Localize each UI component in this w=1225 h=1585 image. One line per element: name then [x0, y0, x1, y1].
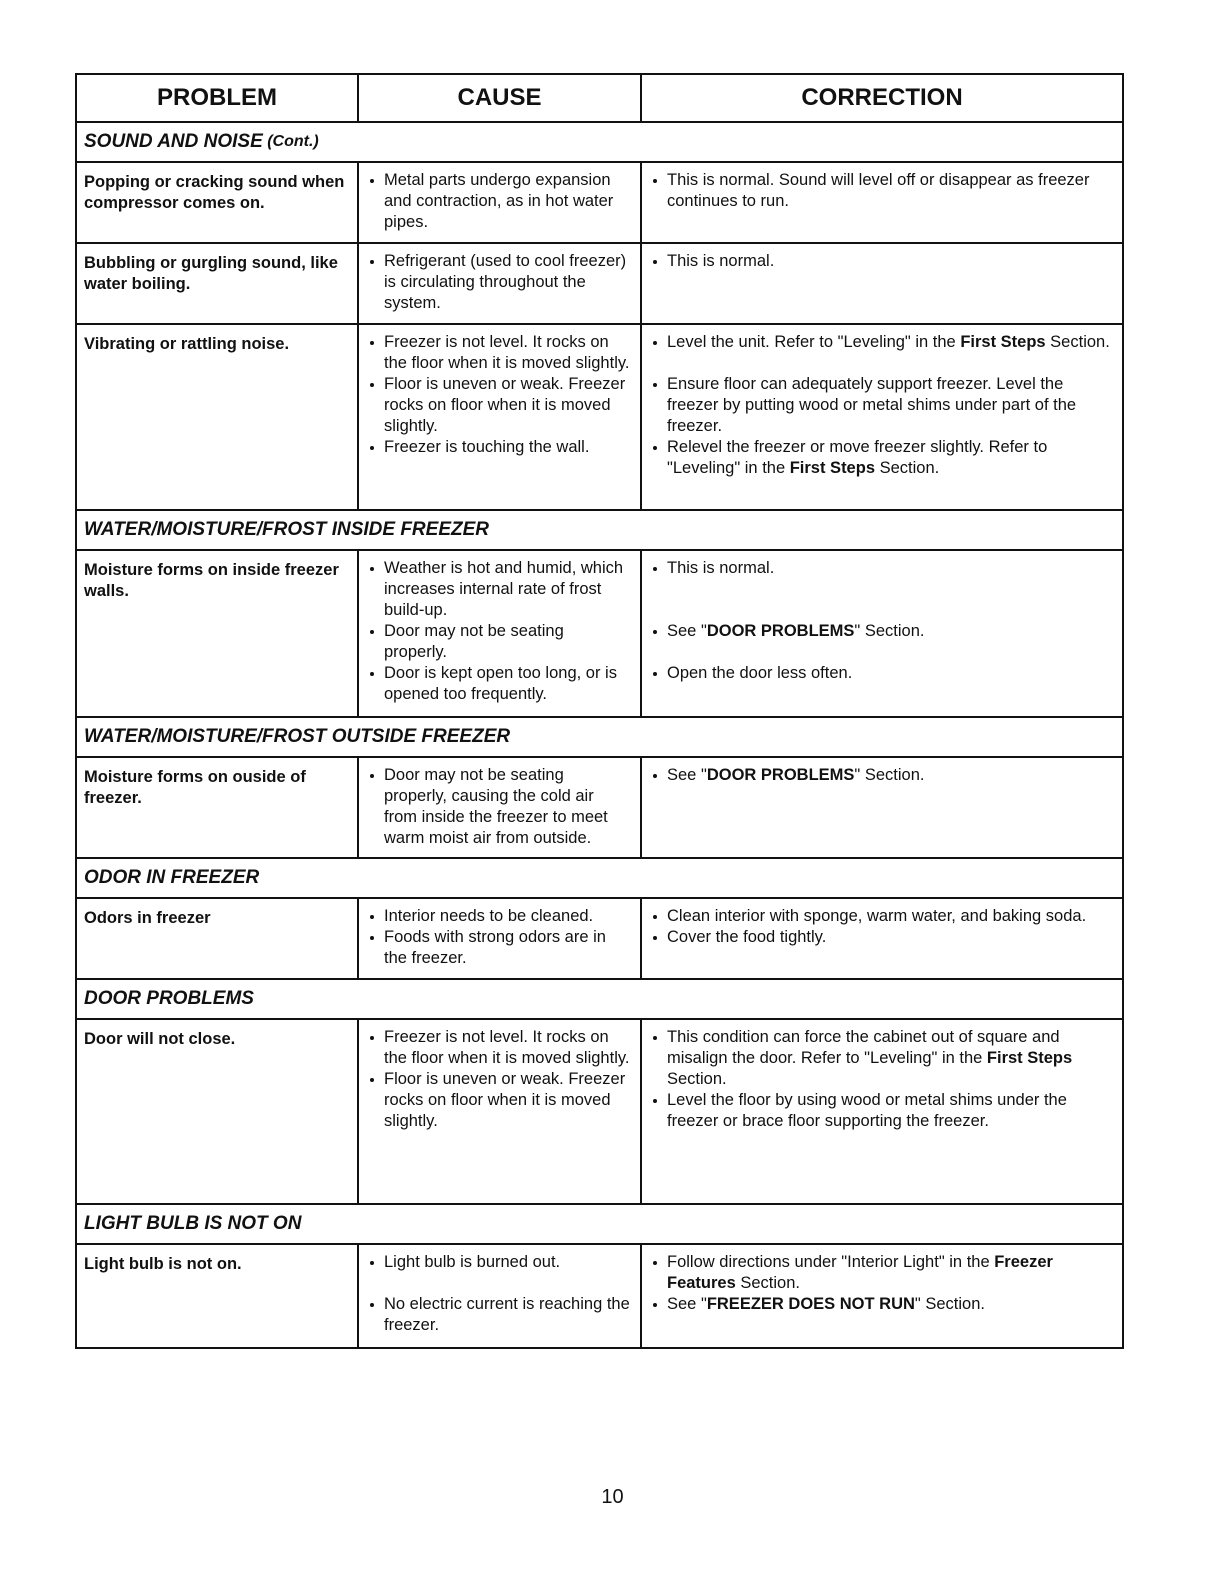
correction-cell — [640, 163, 1122, 242]
cause-item: Metal parts undergo expansion and contraction, as in hot water pipes. — [368, 170, 630, 233]
header-problem: PROBLEM — [157, 84, 277, 111]
correction-item: Level the unit. Refer to "Leveling" in the First Steps Section. — [651, 332, 1112, 353]
cause-item: Door is kept open too long, or is opened too frequently. — [368, 663, 630, 705]
page-number: 10 — [601, 1486, 624, 1508]
correction-cell — [640, 325, 1122, 509]
section-title: WATER/MOISTURE/FROST INSIDE FREEZER — [77, 511, 1122, 551]
problem-cell: Bubbling or gurgling sound, like water boiling. — [84, 254, 338, 293]
cause-item: Door may not be seating properly. — [368, 621, 630, 663]
table-row — [77, 758, 1122, 859]
correction-item: Cover the food tightly. — [651, 927, 1112, 948]
cause-item: Light bulb is burned out. — [368, 1252, 630, 1273]
cause-item: Freezer is touching the wall. — [368, 437, 630, 458]
section-title: SOUND AND NOISE (Cont.) — [77, 123, 1122, 163]
table-row — [77, 551, 1122, 718]
table-row — [77, 163, 1122, 244]
correction-item: Follow directions under "Interior Light" in the Freezer Features Section. — [651, 1252, 1112, 1294]
correction-item: This is normal. — [651, 251, 1112, 272]
cause-item: Floor is uneven or weak. Freezer rocks on floor when it is moved slightly. — [368, 374, 630, 437]
problem-cell: Vibrating or rattling noise. — [84, 335, 290, 353]
correction-item: Clean interior with sponge, warm water, and baking soda. — [651, 906, 1112, 927]
cause-cell — [357, 1020, 640, 1203]
cause-item: No electric current is reaching the freezer. — [368, 1294, 630, 1336]
cause-item: Door may not be seating properly, causing the cold air from inside the freezer to meet warm moist air from outside. — [368, 765, 630, 849]
table-row — [77, 1245, 1122, 1347]
correction-cell — [640, 1245, 1122, 1347]
correction-item: This is normal. — [651, 558, 1112, 579]
correction-cell — [640, 1020, 1122, 1203]
correction-item: Open the door less often. — [651, 663, 1112, 684]
cause-item: Freezer is not level. It rocks on the floor when it is moved slightly. — [368, 332, 630, 374]
correction-cell — [640, 551, 1122, 716]
cause-cell — [357, 758, 640, 857]
correction-item: See "FREEZER DOES NOT RUN" Section. — [651, 1294, 1112, 1315]
cause-item: Floor is uneven or weak. Freezer rocks on floor when it is moved slightly. — [368, 1069, 630, 1132]
cause-item: Interior needs to be cleaned. — [368, 906, 630, 927]
correction-item: This condition can force the cabinet out of square and misalign the door. Refer to "Leveling" in the First Steps Section. — [651, 1027, 1112, 1090]
problem-cell: Door will not close. — [84, 1030, 236, 1048]
header-cause: CAUSE — [357, 75, 640, 121]
correction-item: This is normal. Sound will level off or disappear as freezer continues to run. — [651, 170, 1112, 212]
problem-cell: Moisture forms on ouside of freezer. — [84, 768, 306, 807]
table-row — [77, 325, 1122, 511]
cause-cell — [357, 163, 640, 242]
correction-item: See "DOOR PROBLEMS" Section. — [651, 765, 1112, 786]
cause-cell — [357, 325, 640, 509]
correction-item: Ensure floor can adequately support freezer. Level the freezer by putting wood or metal shims under part of the freezer. — [651, 374, 1112, 437]
cause-item: Refrigerant (used to cool freezer) is circulating throughout the system. — [368, 251, 630, 314]
problem-cell: Light bulb is not on. — [84, 1255, 242, 1273]
cause-cell — [357, 551, 640, 716]
correction-cell — [640, 758, 1122, 857]
table-row — [77, 244, 1122, 325]
correction-cell — [640, 899, 1122, 978]
header-correction: CORRECTION — [640, 75, 1122, 121]
problem-cell: Popping or cracking sound when compressor comes on. — [84, 173, 345, 212]
cause-item: Freezer is not level. It rocks on the floor when it is moved slightly. — [368, 1027, 630, 1069]
troubleshooting-table — [75, 73, 1124, 1349]
section-title: LIGHT BULB IS NOT ON — [77, 1205, 1122, 1245]
cause-cell — [357, 899, 640, 978]
table-row — [77, 1020, 1122, 1205]
table-body — [77, 123, 1122, 1347]
section-title: ODOR IN FREEZER — [77, 859, 1122, 899]
section-title: WATER/MOISTURE/FROST OUTSIDE FREEZER — [77, 718, 1122, 758]
cause-cell — [357, 1245, 640, 1347]
section-title: DOOR PROBLEMS — [77, 980, 1122, 1020]
correction-cell — [640, 244, 1122, 323]
correction-item: See "DOOR PROBLEMS" Section. — [651, 621, 1112, 642]
table-header — [77, 75, 1122, 123]
cause-item: Foods with strong odors are in the freezer. — [368, 927, 630, 969]
problem-cell: Odors in freezer — [84, 909, 211, 927]
cause-item: Weather is hot and humid, which increases internal rate of frost build-up. — [368, 558, 630, 621]
table-row — [77, 899, 1122, 980]
problem-cell: Moisture forms on inside freezer walls. — [84, 561, 339, 600]
correction-item: Level the floor by using wood or metal shims under the freezer or brace floor supporting the freezer. — [651, 1090, 1112, 1132]
correction-item: Relevel the freezer or move freezer slightly. Refer to "Leveling" in the First Steps Section. — [651, 437, 1112, 479]
cause-cell — [357, 244, 640, 323]
